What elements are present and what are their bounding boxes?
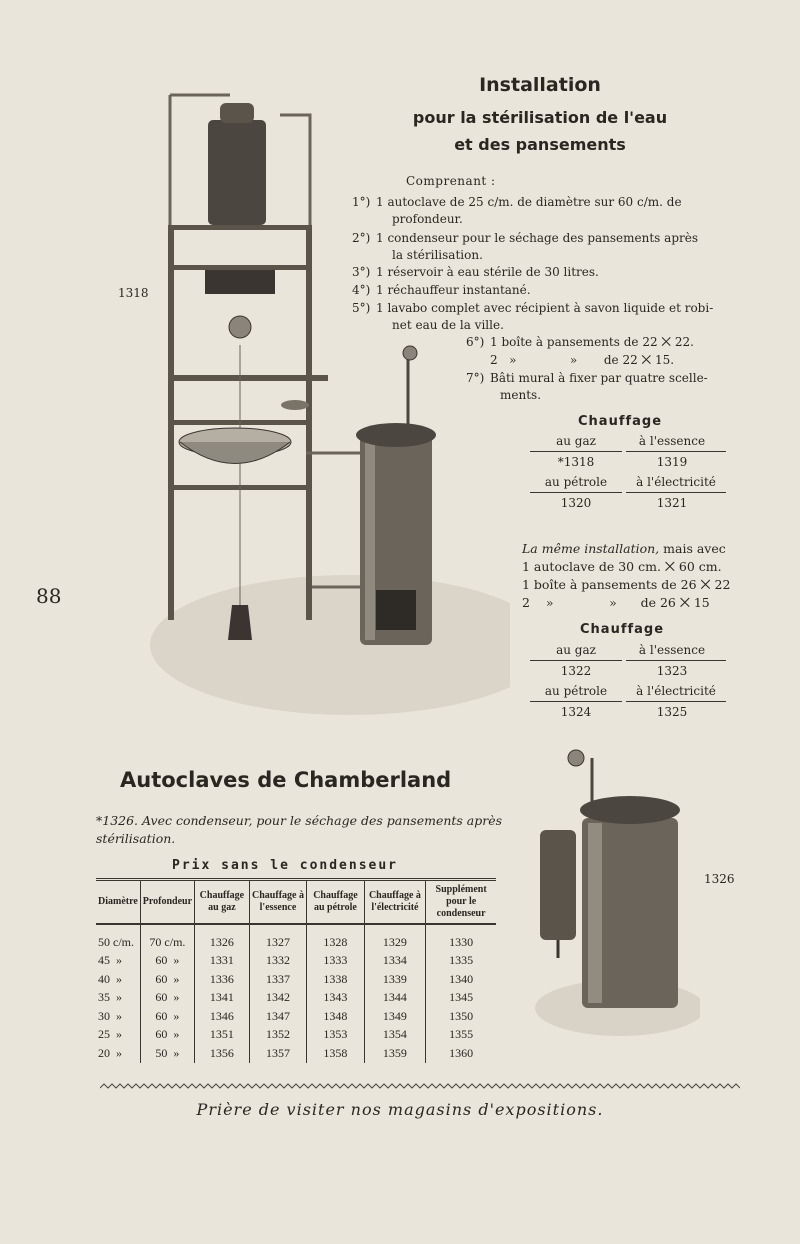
figure-ref-autoclave: 1326	[704, 872, 735, 886]
alt-line3: 1 boîte à pansements de 26 ⨉ 22	[522, 577, 731, 592]
item-num: 2°)	[352, 231, 371, 245]
autoclave-illustration	[520, 748, 700, 1038]
table-cell: 1339	[364, 970, 426, 989]
table-cell: 1333	[307, 952, 364, 971]
alt-line1-italic: La même installation,	[522, 541, 660, 556]
page-number: 88	[36, 584, 62, 608]
item-num: 1°)	[352, 195, 371, 209]
label-electricite: à l'électricité	[636, 684, 716, 698]
table-cell: 1328	[307, 924, 364, 952]
label-electricite: à l'électricité	[636, 475, 716, 489]
ref-petrole: 1320	[560, 496, 592, 510]
table-cell: 1343	[307, 989, 364, 1008]
section-note: *1326. Avec condenseur, pour le séchage des pansements après stérilisation.	[96, 813, 503, 846]
col-header: Chauffage au pétrole	[307, 880, 364, 925]
price-table	[96, 878, 496, 1063]
table-cell: 1334	[364, 952, 426, 971]
section-title: Autoclaves de Chamberland	[120, 768, 452, 792]
table-cell: 1354	[364, 1026, 426, 1045]
label-gaz: au gaz	[556, 643, 596, 657]
col-header: Diamètre	[98, 896, 138, 907]
table-row	[96, 924, 496, 952]
table-row	[96, 1026, 496, 1045]
table-cell: 1344	[364, 989, 426, 1008]
ref-essence: 1319	[656, 455, 688, 469]
table-cell: 1346	[195, 1007, 250, 1026]
item-text-cont: net eau de la ville.	[392, 318, 504, 332]
col-header: Supplément pour le condenseur	[426, 880, 496, 925]
item-text-cont: ments.	[500, 388, 542, 402]
table-cell: 1326	[195, 924, 250, 952]
item-text: 1 réservoir à eau stérile de 30 litres.	[376, 265, 599, 279]
table-cell: 1350	[426, 1007, 496, 1026]
table-cell: 1340	[426, 970, 496, 989]
table-cell: 1352	[249, 1026, 307, 1045]
alt-installation	[522, 540, 742, 612]
table-cell: 45 »	[98, 953, 122, 968]
ref-gaz: 1322	[560, 664, 592, 678]
table-cell: 1330	[426, 924, 496, 952]
table-cell: 1349	[364, 1007, 426, 1026]
table-cell: 50 »	[140, 1044, 194, 1063]
table-row	[96, 1044, 496, 1063]
ref-electricite: 1325	[656, 705, 688, 719]
subtitle-line-1: pour la stérilisation de l'eau	[412, 108, 668, 127]
item-text: Bâti mural à fixer par quatre scelle-	[490, 371, 708, 385]
table-cell: 70 c/m.	[140, 924, 194, 952]
item-text-cont: la stérilisation.	[392, 248, 483, 262]
label-petrole: au pétrole	[544, 475, 608, 489]
chauffage-heading: Chauffage	[580, 622, 665, 637]
table-cell: 1358	[307, 1044, 364, 1063]
table-cell: 1356	[195, 1044, 250, 1063]
table-cell: 20 »	[98, 1045, 122, 1060]
footer-text: Prière de visiter nos magasins d'expositions.	[196, 1100, 604, 1119]
table-cell: 50 c/m.	[98, 934, 134, 949]
page-subtitle	[380, 104, 700, 158]
table-row	[96, 1007, 496, 1026]
table-cell: 1351	[195, 1026, 250, 1045]
item-text-cont: profondeur.	[392, 212, 463, 226]
table-cell: 1335	[426, 952, 496, 971]
col-header: Chauffage au gaz	[195, 880, 250, 925]
table-cell: 60 »	[140, 952, 194, 971]
table-cell: 1327	[249, 924, 307, 952]
table-cell: 1338	[307, 970, 364, 989]
table-cell: 1336	[195, 970, 250, 989]
table-cell: 30 »	[98, 1008, 122, 1023]
item-num: 3°)	[352, 265, 371, 279]
item-text: 1 condenseur pour le séchage des pansements après	[376, 231, 698, 245]
table-cell: 1347	[249, 1007, 307, 1026]
table-cell: 1331	[195, 952, 250, 971]
alt-line1-rest: mais avec	[659, 541, 726, 556]
figure-ref-installation: 1318	[118, 286, 149, 300]
table-row	[96, 952, 496, 971]
item-text: 2 » » de 22 ⨉ 15.	[490, 353, 675, 367]
table-cell: 1359	[364, 1044, 426, 1063]
table-cell: 1348	[307, 1007, 364, 1026]
item-num: 6°)	[466, 335, 485, 349]
table-cell: 40 »	[98, 971, 122, 986]
ref-petrole: 1324	[560, 705, 592, 719]
item-text: 1 lavabo complet avec récipient à savon liquide et robi-	[376, 301, 714, 315]
table-cell: 60 »	[140, 970, 194, 989]
ref-electricite: 1321	[656, 496, 688, 510]
price-table-body	[96, 924, 496, 1063]
label-gaz: au gaz	[556, 434, 596, 448]
table-cell: 60 »	[140, 1007, 194, 1026]
table-cell: 1360	[426, 1044, 496, 1063]
item-num: 4°)	[352, 283, 371, 297]
table-cell: 1355	[426, 1026, 496, 1045]
subtitle-line-2: et des pansements	[454, 135, 626, 154]
alt-line4: 2 » » de 26 ⨉ 15	[522, 595, 710, 610]
label-petrole: au pétrole	[544, 684, 608, 698]
table-cell: 1357	[249, 1044, 307, 1063]
table-cell: 1332	[249, 952, 307, 971]
item-text: 1 autoclave de 25 c/m. de diamètre sur 60 c/m. de	[376, 195, 682, 209]
table-cell: 25 »	[98, 1027, 122, 1042]
decorative-divider	[100, 1082, 740, 1094]
table-cell: 1342	[249, 989, 307, 1008]
table-cell: 1341	[195, 989, 250, 1008]
item-num: 7°)	[466, 371, 485, 385]
label-essence: à l'essence	[638, 643, 706, 657]
table-cell: 1353	[307, 1026, 364, 1045]
ref-gaz: *1318	[557, 455, 595, 469]
col-header: Profondeur	[140, 880, 194, 925]
item-text: 1 réchauffeur instantané.	[376, 283, 531, 297]
table-cell: 35 »	[98, 990, 122, 1005]
item-num: 5°)	[352, 301, 371, 315]
table-cell: 60 »	[140, 1026, 194, 1045]
table-cell: 1337	[249, 970, 307, 989]
alt-line2: 1 autoclave de 30 cm. ⨉ 60 cm.	[522, 559, 722, 574]
table-row	[96, 970, 496, 989]
item-text: 1 boîte à pansements de 22 ⨉ 22.	[490, 335, 694, 349]
chauffage-heading: Chauffage	[578, 414, 663, 429]
col-header: Chauffage à l'électricité	[364, 880, 426, 925]
label-essence: à l'essence	[638, 434, 706, 448]
col-header: Chauffage à l'essence	[249, 880, 307, 925]
intro-text: Comprenant :	[406, 174, 496, 188]
table-cell: 1345	[426, 989, 496, 1008]
table-cell: 1329	[364, 924, 426, 952]
table-cell: 60 »	[140, 989, 194, 1008]
prix-heading: Prix sans le condenseur	[172, 858, 399, 873]
page-title: Installation	[479, 74, 601, 96]
ref-essence: 1323	[656, 664, 688, 678]
table-row	[96, 989, 496, 1008]
